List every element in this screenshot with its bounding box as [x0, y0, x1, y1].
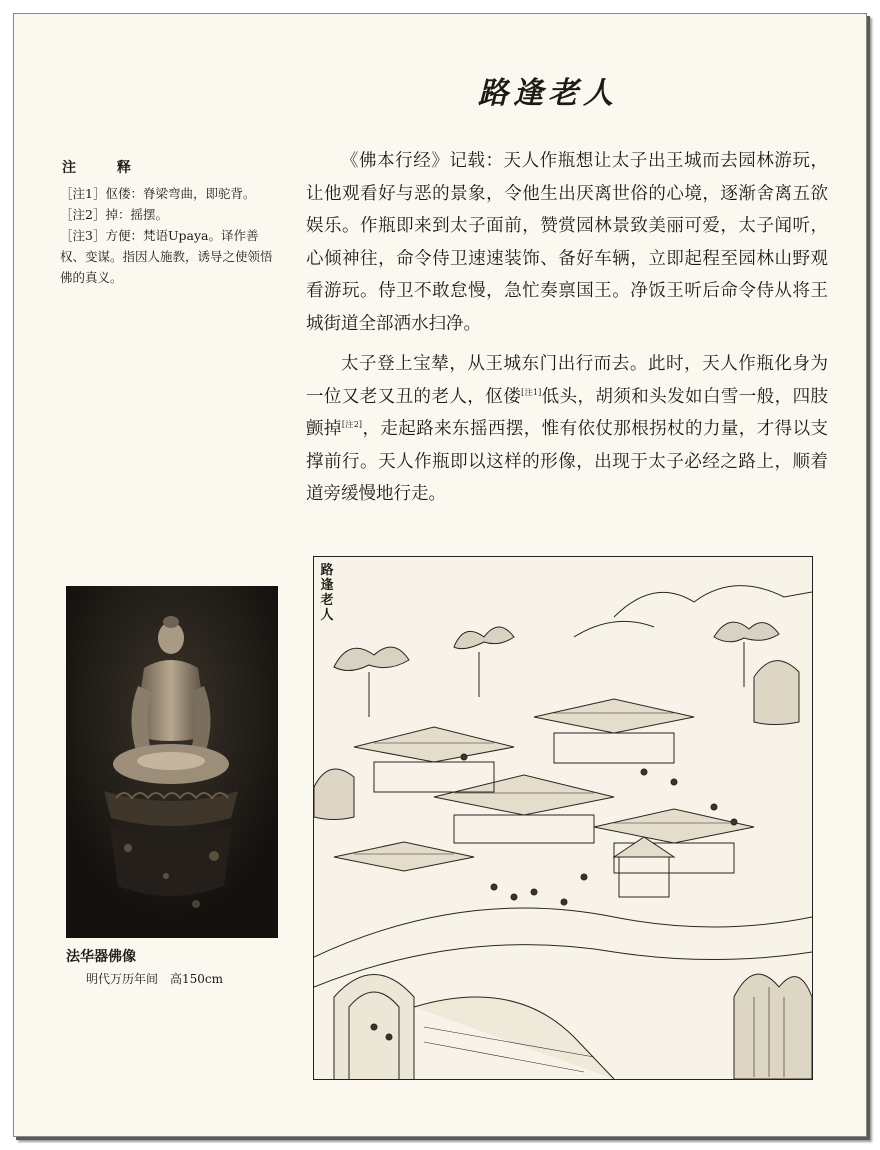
- buddha-statue-illustration: [66, 586, 278, 938]
- note-item-1: ［注1］伛偻：脊梁弯曲，即驼背。: [60, 186, 256, 201]
- note-1-marker[interactable]: [注1]: [521, 387, 542, 397]
- woodcut-label: 路逢老人: [320, 563, 334, 623]
- notes-panel: [60, 158, 275, 288]
- note-item-2: ［注2］掉：摇摆。: [60, 207, 168, 222]
- paragraph-2-part-b: 低头，胡须和头发如白雪一般，四肢颤掉: [306, 386, 828, 439]
- paragraph-2-part-c: ，走起路来东摇西摆，惟有依仗那根拐杖的力量，才得以支撑前行。天人作瓶即以这样的形像，出现于太子必经之路上，顺着道旁缓慢地行走。: [306, 419, 828, 504]
- note-item-3: ［注3］方便：梵语Upaya。译作善权、变谋。指因人施教，诱导之使领悟佛的真义。: [60, 228, 273, 285]
- woodcut-illustration: [313, 556, 813, 1080]
- notes-heading: 注 释: [62, 160, 149, 176]
- paragraph-1: 《佛本行经》记载：天人作瓶想让太子出王城而去园林游玩，让他观看好与恶的景象，令他生出厌离世俗的心境，逐渐舍离五欲娱乐。作瓶即来到太子面前，赞赏园林景致美丽可爱，太子闻听，心倾神往，命令侍卫速速装饰、备好车辆，立即起程至园林山野观看游玩。侍卫不敢怠慢，急忙奏禀国王。净饭王听后命令侍从将王城街道全部洒水扫净。: [306, 151, 828, 334]
- woodcut-scene: [314, 557, 812, 1079]
- paragraph-2: [306, 348, 828, 511]
- note-2-marker[interactable]: [注2]: [341, 420, 363, 430]
- buddha-statue-photo: [66, 586, 278, 938]
- page-title: 路逢老人: [478, 76, 618, 111]
- body-text: [306, 145, 828, 519]
- paragraph-2-part-a: 太子登上宝辇，从王城东门出行而去。此时，天人作瓶化身为一位又老又丑的老人，伛偻: [306, 354, 828, 407]
- statue-caption-title: 法华器佛像: [66, 949, 136, 965]
- statue-caption-subtitle: 明代万历年间 高150cm: [86, 972, 224, 986]
